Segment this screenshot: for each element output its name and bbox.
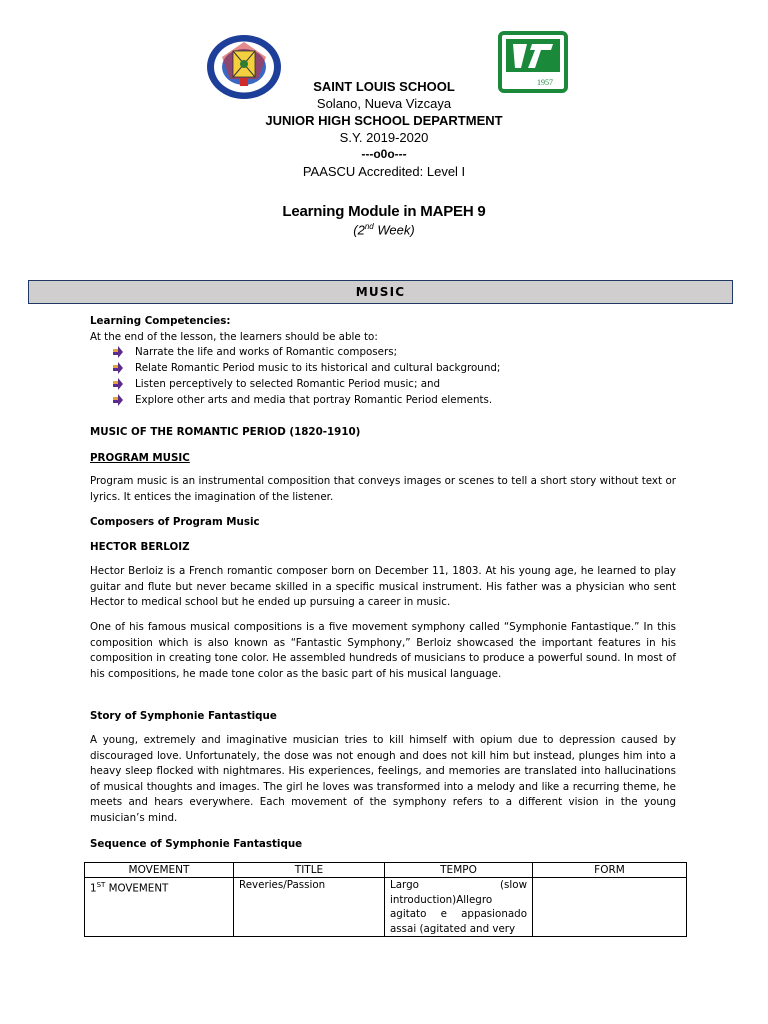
school-year: S.Y. 2019-2020 bbox=[339, 130, 429, 145]
module-title: Learning Module in MAPEH 9 bbox=[282, 203, 486, 220]
week-label: Week) bbox=[373, 222, 415, 238]
movement-cell bbox=[85, 878, 234, 937]
section-bar-music: MUSIC bbox=[28, 280, 733, 304]
competency-text: Narrate the life and works of Romantic composers; bbox=[135, 346, 398, 358]
competencies-heading: Learning Competencies: bbox=[90, 315, 231, 327]
arrow-bullet-icon bbox=[112, 346, 124, 358]
week-number: 2 bbox=[357, 222, 365, 238]
hector-heading: HECTOR BERLOIZ bbox=[90, 541, 190, 553]
table-row bbox=[85, 878, 687, 937]
composers-heading: Composers of Program Music bbox=[90, 516, 260, 528]
column-header-tempo: TEMPO bbox=[385, 863, 533, 878]
column-header-movement: MOVEMENT bbox=[85, 863, 234, 878]
list-item bbox=[112, 393, 672, 409]
program-music-paragraph: Program music is an instrumental composition that conveys images or scenes to tell a short story without text or lyrics. It entices the imagination of the listener. bbox=[90, 475, 676, 503]
form-cell bbox=[533, 878, 687, 937]
table-header-row bbox=[85, 863, 687, 878]
arrow-bullet-icon bbox=[112, 394, 124, 406]
week-open-paren: ( bbox=[353, 222, 358, 238]
program-music-heading: PROGRAM MUSIC bbox=[90, 452, 190, 464]
competency-text: Explore other arts and media that portray Romantic Period elements. bbox=[135, 393, 493, 406]
module-week bbox=[0, 222, 768, 237]
period-heading: MUSIC OF THE ROMANTIC PERIOD (1820-1910) bbox=[90, 426, 361, 438]
column-header-title: TITLE bbox=[234, 863, 385, 878]
movement-word: MOVEMENT bbox=[105, 882, 169, 895]
famous-composition-paragraph: One of his famous musical compositions is a five movement symphony called “Symphonie Fantastique.” In this composition which is also known as “Fantastic Symphony,” Berloiz showcased the important features in his composition in creating tone color. He assembled hundreds of musicians to produce a powerful sound. In most of his compositions, he made tone color as the basic part of his musical language. bbox=[90, 621, 676, 680]
arrow-bullet-icon bbox=[112, 362, 124, 374]
header-separator: ---o0o--- bbox=[361, 147, 407, 161]
competencies-block bbox=[90, 314, 676, 345]
tempo-cell: Largo (slow introduction)Allegro agitato e appasionado assai (agitated and very bbox=[385, 878, 533, 937]
sequence-table bbox=[84, 862, 687, 937]
school-location: Solano, Nueva Vizcaya bbox=[316, 96, 452, 111]
movement-ordinal: ST bbox=[96, 881, 106, 889]
competency-text: Relate Romantic Period music to its historical and cultural background; bbox=[135, 361, 501, 374]
department-name: JUNIOR HIGH SCHOOL DEPARTMENT bbox=[265, 113, 503, 128]
column-header-form: FORM bbox=[533, 863, 687, 878]
list-item bbox=[112, 361, 672, 377]
list-item bbox=[112, 345, 672, 361]
hector-paragraph: Hector Berloiz is a French romantic composer born on December 11, 1803. At his young age, he learned to play guitar and flute but never became skilled in a specific musical instrument. His father was a physician who sent Hector to medical school but he ended up pursuing a career in music. bbox=[90, 565, 676, 608]
competencies-intro: At the end of the lesson, the learners should be able to: bbox=[90, 330, 378, 343]
competencies-list bbox=[112, 345, 672, 409]
movement-number: 1 bbox=[90, 882, 97, 895]
logo-year-text: 1957 bbox=[537, 78, 553, 87]
arrow-bullet-icon bbox=[112, 378, 124, 390]
story-heading: Story of Symphonie Fantastique bbox=[90, 710, 277, 722]
competency-text: Listen perceptively to selected Romantic Period music; and bbox=[135, 377, 441, 390]
sequence-heading: Sequence of Symphonie Fantastique bbox=[90, 838, 303, 850]
school-name: SAINT LOUIS SCHOOL bbox=[313, 79, 455, 94]
title-cell: Reveries/Passion bbox=[234, 878, 385, 937]
accreditation-text: PAASCU Accredited: Level I bbox=[302, 164, 466, 179]
list-item bbox=[112, 377, 672, 393]
week-ordinal: nd bbox=[364, 222, 374, 231]
story-paragraph: A young, extremely and imaginative musician tries to kill himself with opium due to depression caused by discouraged love. Unfortunately, the dose was not enough and does not kill him but instead, plunges him into a heavy sleep flocked with nightmares. His experiences, feelings, and memories are translated into hallucinations of musical thoughts and images. The girl he loves was transformed into a melody and like a recurring theme, he meets and hears everywhere. Each movement of the symphony refers to a different vision in the young musician’s mind. bbox=[90, 734, 676, 824]
